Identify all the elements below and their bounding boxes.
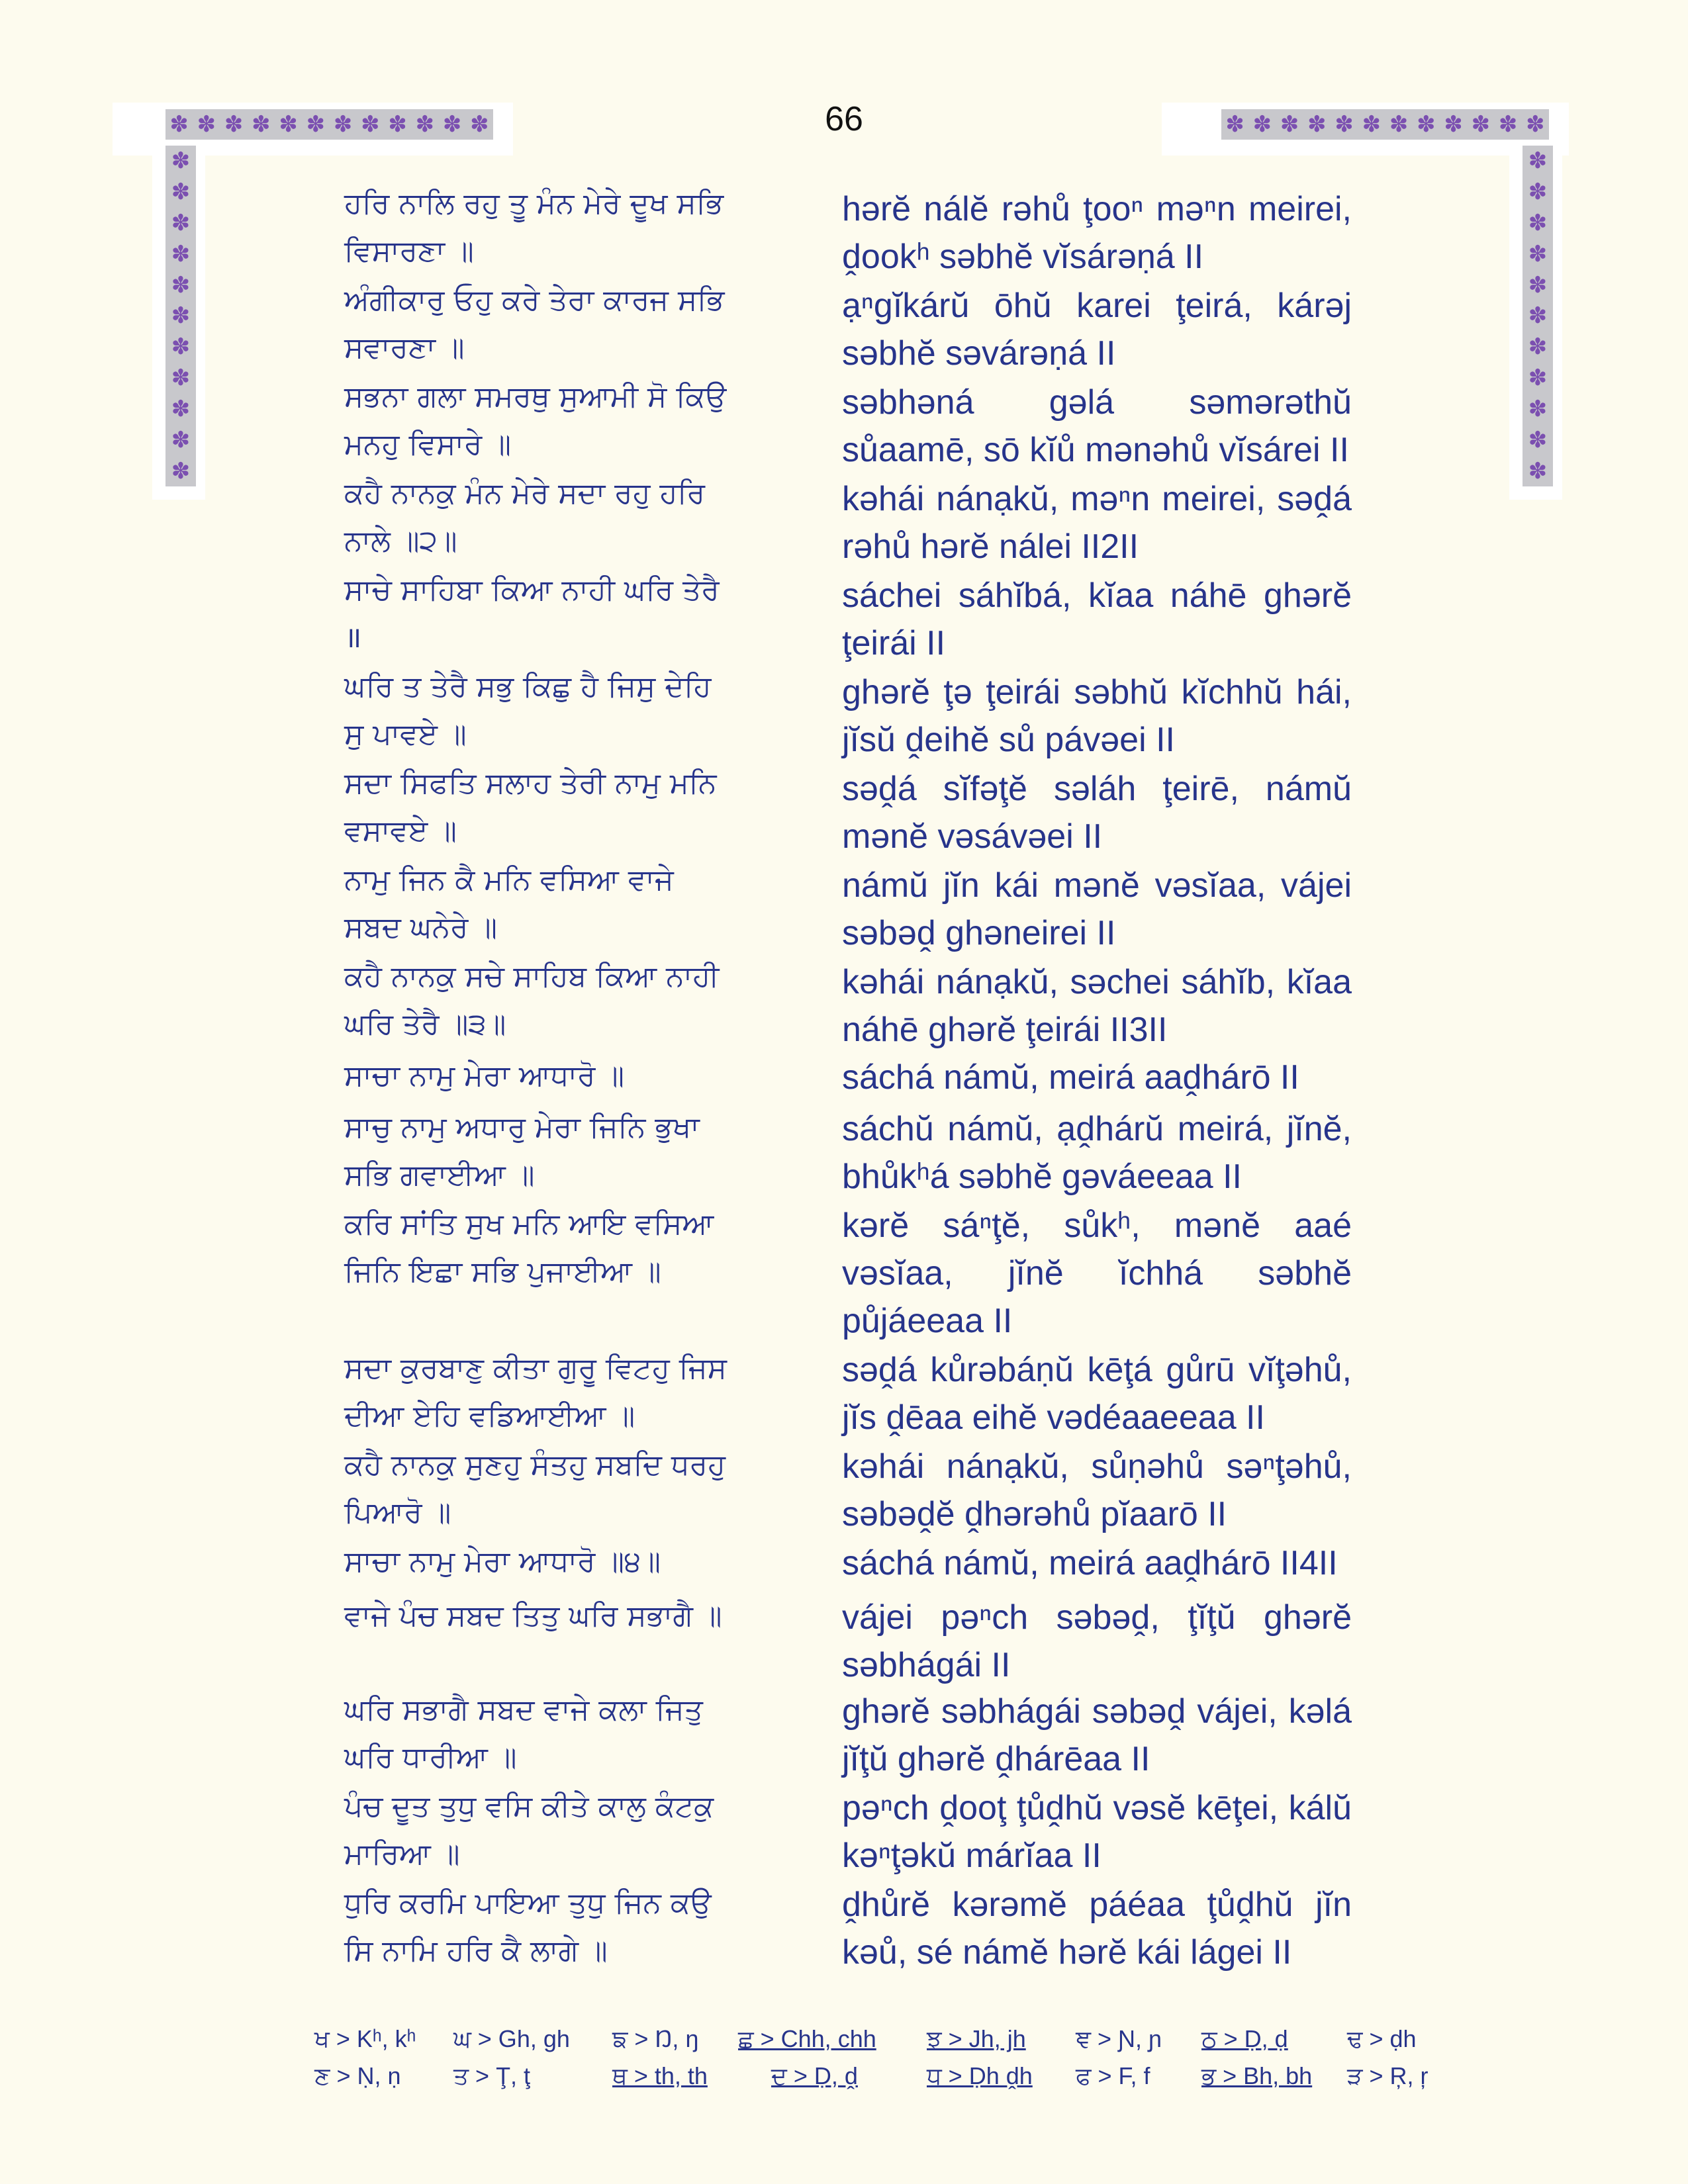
legend-entry: ਝ > Jh, jh <box>927 2025 1026 2052</box>
flower-icon: ✽ <box>1444 111 1463 138</box>
transliteration-line: pəⁿch ḓooţ ţůḓhŭ vəsĕ kēţei, kálŭ kəⁿţəkŭ márĭaa II <box>842 1789 1352 1875</box>
legend-entry: ਤ > Ţ, ţ <box>453 2062 531 2089</box>
flower-icon: ✽ <box>333 111 353 138</box>
transliteration-line: námŭ jĭn kái mənĕ vəsĭaa, vájei səbəḓ ghəneirei II <box>842 866 1352 952</box>
legend-entry: ਢ > ḍh <box>1347 2025 1417 2052</box>
transliteration-legend <box>314 2025 1440 2105</box>
flower-icon: ✽ <box>1389 111 1409 138</box>
gurmukhi-line: ਧੁਰਿ ਕਰਮਿ ਪਾਇਆ ਤੁਧੁ ਜਿਨ ਕਉ ਸਿ ਨਾਮਿ ਹਰਿ ਕੈ ਲਾਗੇ ॥ <box>344 1886 712 1968</box>
legend-entry: ਠ > Ḍ, ḍ <box>1201 2025 1288 2052</box>
flower-icon: ✽ <box>1528 365 1548 392</box>
flower-icon: ✽ <box>252 111 271 138</box>
legend-entry: ਛ > Chh, chh <box>738 2025 876 2052</box>
transliteration-line: səḓá sĭfəţĕ səláh ţeirē, námŭ mənĕ vəsávəei II <box>842 770 1352 856</box>
flower-icon: ✽ <box>279 111 298 138</box>
gurmukhi-line: ਸਾਚਾ ਨਾਮੁ ਮੇਰਾ ਆਧਾਰੋ ॥ <box>344 1059 625 1093</box>
flower-icon: ✽ <box>1225 111 1244 138</box>
legend-entry: ਫ > F, f <box>1076 2062 1150 2089</box>
gurmukhi-line: ਸਦਾ ਸਿਫਤਿ ਸਲਾਹ ਤੇਰੀ ਨਾਮੁ ਮਨਿ ਵਸਾਵਏ ॥ <box>344 766 717 848</box>
flower-icon: ✽ <box>1528 271 1548 298</box>
flower-icon: ✽ <box>171 395 191 422</box>
transliteration-line: kərĕ sáⁿţĕ, sůkʰ, mənĕ aaé vəsĭaa, jĭnĕ ĭchhá səbhĕ půjáeeaa II <box>842 1206 1352 1340</box>
legend-entry: ਘ > Gh, gh <box>453 2025 570 2052</box>
transliteration-line: sáchei sáhĭbá, kĭaa náhē ghərĕ ţeirái II <box>842 576 1352 662</box>
flower-icon: ✽ <box>442 111 462 138</box>
flower-icon: ✽ <box>1528 334 1548 361</box>
flower-icon: ✽ <box>224 111 244 138</box>
flower-icon: ✽ <box>171 148 191 175</box>
flower-icon: ✽ <box>1471 111 1491 138</box>
legend-entry: ਖ > Kʰ, kʰ <box>314 2025 416 2052</box>
flower-icon: ✽ <box>171 365 191 392</box>
flower-icon: ✽ <box>1528 179 1548 206</box>
flower-icon: ✽ <box>1498 111 1518 138</box>
transliteration-line: ghərĕ ţə ţeirái səbhŭ kĭchhŭ hái, jĭsŭ ḓeihĕ sů pávəei II <box>842 673 1352 759</box>
gurmukhi-line: ਕਹੈ ਨਾਨਕੁ ਮੰਨ ਮੇਰੇ ਸਦਾ ਰਹੁ ਹਰਿ ਨਾਲੇ ॥੨॥ <box>344 477 705 558</box>
flower-icon: ✽ <box>171 426 191 453</box>
flower-icon: ✽ <box>171 179 191 206</box>
legend-entry: ੜ > Ŗ, ŗ <box>1347 2062 1429 2089</box>
transliteration-line: kəhái nánạkŭ, səchei sáhĭb, kĭaa náhē ghərĕ ţeirái II3II <box>842 963 1352 1049</box>
flower-icon: ✽ <box>388 111 407 138</box>
gurmukhi-line: ਸਾਚੇ ਸਾਹਿਬਾ ਕਿਆ ਨਾਹੀ ਘਰਿ ਤੇਰੈ ॥ <box>344 573 720 655</box>
flower-icon: ✽ <box>1307 111 1327 138</box>
legend-entry: ਧ > Ḍh ḓh <box>927 2062 1033 2089</box>
flower-icon: ✽ <box>415 111 435 138</box>
transliteration-line: sáchŭ námŭ, ạḓhárŭ meirá, jĭnĕ, bhůkʰá səbhĕ gəváeeaa II <box>842 1110 1352 1196</box>
gurmukhi-line: ਘਰਿ ਸਭਾਗੈ ਸਬਦ ਵਾਜੇ ਕਲਾ ਜਿਤੁ ਘਰਿ ਧਾਰੀਆ ॥ <box>344 1693 703 1774</box>
transliteration-line: ḓhůrĕ kərəmĕ páéaa ţůḓhŭ jĭn kəů, sé námĕ hərĕ kái lágei II <box>842 1886 1352 1972</box>
flower-icon: ✽ <box>1252 111 1272 138</box>
flower-icon: ✽ <box>1335 111 1354 138</box>
flower-icon: ✽ <box>1528 457 1548 484</box>
gurmukhi-line: ਸਾਚੁ ਨਾਮੁ ਅਧਾਰੁ ਮੇਰਾ ਜਿਨਿ ਭੁਖਾ ਸਭਿ ਗਵਾਈਆ ॥ <box>344 1111 700 1192</box>
flower-icon: ✽ <box>1528 240 1548 267</box>
legend-entry: ਙ > Ŋ, ŋ <box>612 2025 699 2052</box>
gurmukhi-line: ਪੰਚ ਦੂਤ ਤੁਧੁ ਵਸਿ ਕੀਤੇ ਕਾਲੁ ਕੰਟਕੁ ਮਾਰਿਆ ॥ <box>344 1790 714 1871</box>
transliteration-line: ạⁿgĭkárŭ ōhŭ karei ţeirá, kárəj səbhĕ səvárəṇá II <box>842 287 1352 373</box>
left-flower-border <box>165 146 196 486</box>
gurmukhi-line: ਕਹੈ ਨਾਨਕੁ ਸਚੇ ਸਾਹਿਬ ਕਿਆ ਨਾਹੀ ਘਰਿ ਤੇਰੈ ॥੩॥ <box>344 960 720 1041</box>
gurmukhi-line: ਹਰਿ ਨਾਲਿ ਰਹੁ ਤੂ ਮੰਨ ਮੇਰੇ ਦੂਖ ਸਭਿ ਵਿਸਾਰਣਾ ॥ <box>344 187 724 268</box>
gurmukhi-line: ਕਹੈ ਨਾਨਕੁ ਸੁਣਹੁ ਸੰਤਹੁ ਸਬਦਿ ਧਰਹੁ ਪਿਆਰੋ ॥ <box>344 1448 726 1529</box>
legend-entry: ਦ > Ḍ, ḓ <box>771 2062 858 2089</box>
gurmukhi-line: ਵਾਜੇ ਪੰਚ ਸਬਦ ਤਿਤੁ ਘਰਿ ਸਭਾਗੈ ॥ <box>344 1599 722 1633</box>
transliteration-line: vájei pəⁿch səbəḓ, ţĭţŭ ghərĕ səbhágái II <box>842 1598 1352 1684</box>
flower-icon: ✽ <box>171 302 191 330</box>
flower-icon: ✽ <box>1280 111 1299 138</box>
gurmukhi-line: ਅੰਗੀਕਾਰੁ ਓਹੁ ਕਰੇ ਤੇਰਾ ਕਾਰਜ ਸਭਿ ਸਵਾਰਣਾ ॥ <box>344 283 725 365</box>
gurmukhi-line: ਸਾਚਾ ਨਾਮੁ ਮੇਰਾ ਆਧਾਰੋ ॥੪॥ <box>344 1545 661 1578</box>
flower-icon: ✽ <box>470 111 489 138</box>
legend-entry: ਥ > th, th <box>612 2062 708 2089</box>
gurmukhi-line: ਘਰਿ ਤ ਤੇਰੈ ਸਭੁ ਕਿਛੁ ਹੈ ਜਿਸੁ ਦੇਹਿ ਸੁ ਪਾਵਏ ॥ <box>344 670 712 751</box>
flower-icon: ✽ <box>1526 111 1545 138</box>
flower-icon: ✽ <box>1362 111 1382 138</box>
legend-entry: ਭ > Bh, bh <box>1201 2062 1313 2089</box>
flower-icon: ✽ <box>169 111 189 138</box>
flower-icon: ✽ <box>197 111 216 138</box>
legend-entry: ਞ > Ɲ, ɲ <box>1076 2025 1162 2052</box>
flower-icon: ✽ <box>1417 111 1436 138</box>
flower-icon: ✽ <box>171 210 191 237</box>
flower-icon: ✽ <box>171 240 191 267</box>
transliteration-line: hərĕ nálĕ rəhů ţooⁿ məⁿn meirei, ḓookʰ səbhĕ vĭsárəṇá II <box>842 190 1352 276</box>
transliteration-line: səbhəná gəlá səmərəthŭ sůaamē, sō kĭů mənəhů vĭsárei II <box>842 383 1352 469</box>
gurmukhi-line: ਕਰਿ ਸਾਂਤਿ ਸੁਖ ਮਨਿ ਆਇ ਵਸਿਆ ਜਿਨਿ ਇਛਾ ਸਭਿ ਪੁਜਾਈਆ ॥ <box>344 1207 714 1289</box>
legend-entry: ਣ > Ṇ, ṇ <box>314 2062 401 2089</box>
flower-icon: ✽ <box>1528 426 1548 453</box>
right-flower-border <box>1523 146 1553 486</box>
flower-icon: ✽ <box>171 457 191 484</box>
flower-icon: ✽ <box>171 271 191 298</box>
transliteration-line: sáchá námŭ, meirá aaḓhárō II <box>842 1058 1299 1097</box>
transliteration-line: səḓá kůrəbáṇŭ kēţá gůrū vĭţəhů, jĭs ḓēaa eihĕ vədéaaeeaa II <box>842 1351 1352 1437</box>
gurmukhi-line: ਸਭਨਾ ਗਲਾ ਸਮਰਥੁ ਸੁਆਮੀ ਸੋ ਕਿਉ ਮਨਹੁ ਵਿਸਾਰੇ ॥ <box>344 380 727 461</box>
flower-icon: ✽ <box>1528 148 1548 175</box>
transliteration-line: sáchá námŭ, meirá aaḓhárō II4II <box>842 1544 1338 1582</box>
flower-icon: ✽ <box>361 111 380 138</box>
flower-icon: ✽ <box>306 111 326 138</box>
flower-icon: ✽ <box>171 334 191 361</box>
flower-icon: ✽ <box>1528 395 1548 422</box>
transliteration-line: kəhái nánạkŭ, sůṇəhů səⁿţəhů, səbəḓĕ ḓhərəhů pĭaarō II <box>842 1447 1352 1533</box>
flower-icon: ✽ <box>1528 302 1548 330</box>
gurmukhi-line: ਨਾਮੁ ਜਿਨ ਕੈ ਮਨਿ ਵਸਿਆ ਵਾਜੇ ਸਬਦ ਘਨੇਰੇ ॥ <box>344 863 674 944</box>
gurmukhi-line: ਸਦਾ ਕੁਰਬਾਣੁ ਕੀਤਾ ਗੁਰੂ ਵਿਟਹੁ ਜਿਸ ਦੀਆ ਏਹਿ ਵਡਿਆਈਆ ॥ <box>344 1351 727 1433</box>
transliteration-line: ghərĕ səbhágái səbəḓ vájei, kəlá jĭţŭ ghərĕ ḓhárēaa II <box>842 1692 1352 1778</box>
page-number: 66 <box>825 100 863 138</box>
flower-icon: ✽ <box>1528 210 1548 237</box>
transliteration-line: kəhái nánạkŭ, məⁿn meirei, səḓá rəhů hərĕ nálei II2II <box>842 480 1352 566</box>
